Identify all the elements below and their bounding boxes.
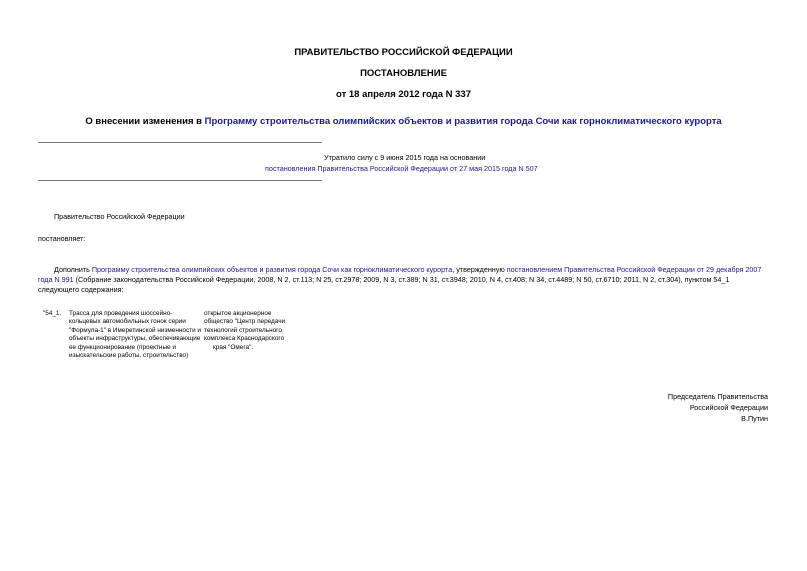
signature-org: Российской Федерации <box>689 403 768 412</box>
status-divider-top <box>38 142 322 143</box>
repeal-decree-link[interactable]: постановления Правительства Российской Федерации от 27 мая 2015 года N 507 <box>265 164 538 173</box>
table-row-organization <box>204 310 294 352</box>
status-line2 <box>265 164 538 174</box>
document-type: ПОСТАНОВЛЕНИЕ <box>360 68 447 79</box>
para-prefix: Дополнить <box>54 265 92 274</box>
body-government: Правительство Российской Федерации <box>54 212 185 221</box>
decree-991-link[interactable]: постановлением Правительства Российской Федерации от 29 декабря 2007 года N 991 <box>38 265 762 284</box>
table-row-object: Трасса для проведения шоссейно-кольцевых автомобильных гонок серии "Формула-1" в Имеретинской низменности и объекты инфраструктуры, обеспечивающие ее функционирование (проектные и изыскательские работы, строительство) <box>69 310 201 360</box>
para-rest: (Собрание законодательства Российской Федерации, 2008, N 2, ст.113; N 25, ст.2978; 2009, N 3, ст.389; N 31, ст.3948; 2010, N 4, ст.408; N 34, ст.4489; N 50, ст.6710; 2011, N 2, ст.304), пунктом 54_1 следующего содержания: <box>38 275 730 294</box>
table-row-number: "54_1. <box>43 310 62 317</box>
signature-title: Председатель Правительства <box>667 392 768 401</box>
org-line: общество "Центр передачи <box>204 318 286 326</box>
program-title-link[interactable]: Программу строительства олимпийских объектов и развития города Сочи как горноклиматического курорта <box>204 116 722 127</box>
status-text: Утратило силу с 9 июня 2015 года на основании <box>324 153 486 162</box>
para-approved: , утвержденную <box>452 265 507 274</box>
government-heading: ПРАВИТЕЛЬСТВО РОССИЙСКОЙ ФЕДЕРАЦИИ <box>294 47 513 58</box>
document-date-number: от 18 апреля 2012 года N 337 <box>336 89 471 100</box>
document-title <box>0 116 807 127</box>
status-divider-bottom <box>38 180 322 181</box>
org-line: открытое акционерное <box>204 310 272 317</box>
signature-block <box>668 392 768 424</box>
main-paragraph <box>38 265 770 295</box>
signature-name: В.Путин <box>741 414 768 423</box>
org-line: комплекса Краснодарского <box>204 335 285 343</box>
org-line: технологий строительного <box>204 326 282 334</box>
org-line: края "Омега". <box>213 343 254 351</box>
program-link[interactable]: Программу строительства олимпийских объектов и развития города Сочи как горноклиматического курорта <box>91 265 453 274</box>
body-resolves: постановляет: <box>38 234 86 243</box>
title-prefix: О внесении изменения в <box>85 116 205 127</box>
